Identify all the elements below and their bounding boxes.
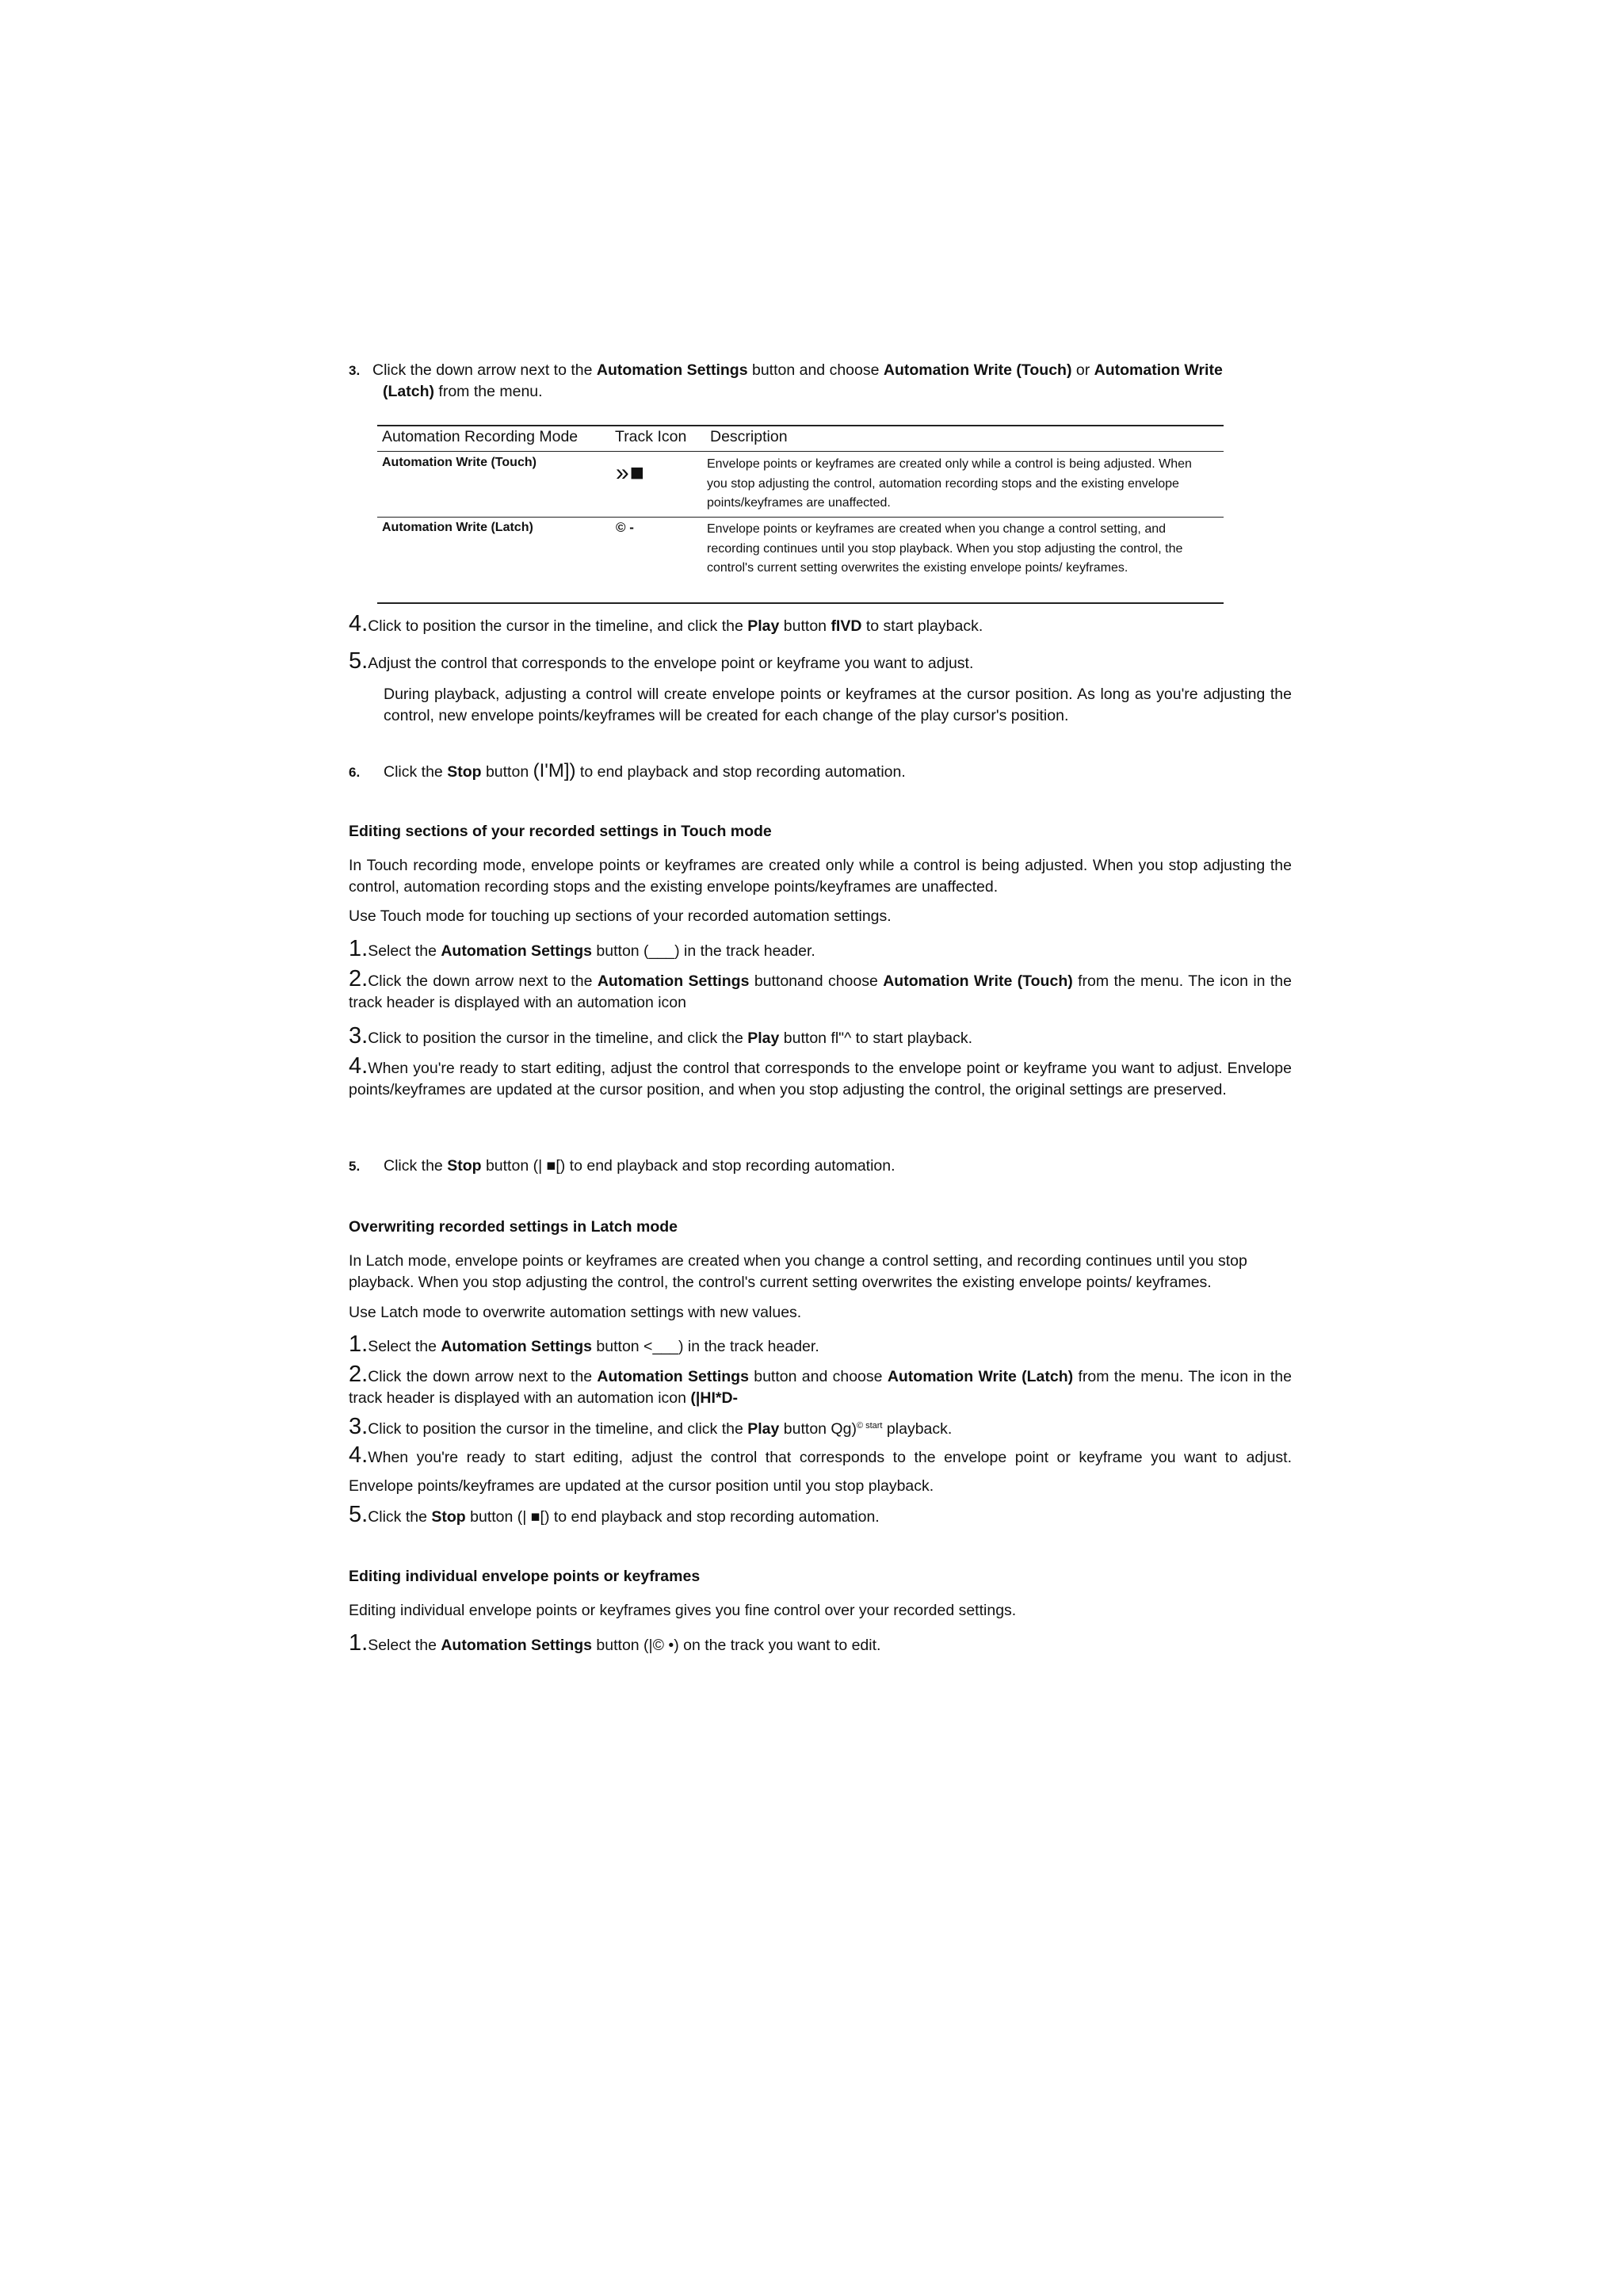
column-header-mode: Automation Recording Mode xyxy=(382,428,579,445)
step-6: 6. Click the Stop button (I'M]) to end playback and stop recording automation. xyxy=(349,760,906,781)
step-number: 1. xyxy=(349,1331,369,1357)
latch-step-4-continued: Envelope points/keyframes are updated at the cursor position until you stop playback. xyxy=(349,1477,934,1495)
individual-heading: Editing individual envelope points or keyframes xyxy=(349,1568,701,1585)
step-number: 3. xyxy=(349,363,361,378)
step-number: 3. xyxy=(349,1023,369,1049)
step-number: 4. xyxy=(349,1053,369,1079)
step-number: 4. xyxy=(349,1442,369,1468)
step-number: 5. xyxy=(349,1159,361,1174)
step-4: 4.Click to position the cursor in the timeline, and click the Play button fIVD to start playback. xyxy=(349,611,983,636)
step-number: 5. xyxy=(349,648,369,674)
step-5-note: During playback, adjusting a control will create envelope points or keyframes at the cursor position. As long as you're adjusting the control, new envelope points/keyframes will be created for each change of the play cursor's position. xyxy=(384,686,1292,724)
touch-step-5: 5. Click the Stop button (| ■[) to end playback and stop recording automation. xyxy=(349,1156,1292,1177)
step-number: 3. xyxy=(349,1414,369,1439)
latch-step-1: 1.Select the Automation Settings button <___) in the track header. xyxy=(349,1331,819,1357)
latch-paragraph-2: Use Latch mode to overwrite automation settings with new values. xyxy=(349,1304,802,1321)
touch-paragraph-1: In Touch recording mode, envelope points or keyframes are created only while a control is being adjusted. When you stop adjusting the control, automation recording stops and the existing envelope points/keyframes are unaffected. xyxy=(349,857,1292,896)
touch-paragraph-2: Use Touch mode for touching up sections of your recorded automation settings. xyxy=(349,907,892,925)
stop-icon: (I'M]) xyxy=(533,760,576,781)
latch-mode-heading: Overwriting recorded settings in Latch mode xyxy=(349,1218,678,1236)
latch-track-icon: © - xyxy=(616,520,634,535)
step-3: 3. Click the down arrow next to the Automation Settings button and choose Automation Write (Touch) or Automation Write (Latch) from the menu. xyxy=(349,361,1223,400)
latch-step-5: 5.Click the Stop button (| ■[) to end playback and stop recording automation. xyxy=(349,1502,880,1527)
table-header-rule xyxy=(377,451,1224,452)
step-number: 1. xyxy=(349,1630,369,1656)
individual-step-1: 1.Select the Automation Settings button (|© •) on the track you want to edit. xyxy=(349,1630,881,1656)
step-number: 5. xyxy=(349,1502,369,1527)
latch-step-3: 3.Click to position the cursor in the timeline, and click the Play button Qg)$^{© start}$ playback. xyxy=(349,1414,953,1439)
table-row-rule xyxy=(377,517,1224,518)
latch-paragraph-1: In Latch mode, envelope points or keyframes are created when you change a control setting, and recording continues until you stop playback. When you stop adjusting the control, the control's current setting overwrites the existing envelope points/ keyframes. xyxy=(349,1252,1247,1291)
step-number: 2. xyxy=(349,966,369,991)
document-page: 3. Click the down arrow next to the Automation Settings button and choose Automation Write (Touch) or Automation Write (Latch) from the menu. Automation Recording Mode Track Icon Description Automation Write (Touch) »■ Envelope points or keyframes are created only while a control is being adjusted. When you stop adjusting the control, automation recording stops and the existing envelope points/keyframes are unaffected. Automation Write (Latch) © - Envelope points or keyframes are created when you change a control setting, and recording continues until you stop playback. When you stop adjusting the control, the control's current setting overwrites the existing envelope points/ keyframes. 4.Click to position the cursor in the timeline, and click the Play button fIVD to start playback. 5.Adjust the control that corresponds to the envelope point or keyframe you want to adjust. During playback, adjusting a control will create envelope points or keyframes at the cursor position. As long as you're adjusting the control, new envelope points/keyframes will be created for each change of the play cursor's position. 6. Click the Stop button (I'M]) to end playback and stop recording automation. Editing sections of your recorded settings in Touch mode In Touch recording mode, envelope points or keyframes are created only while a control is being adjusted. When you stop adjusting the control, automation recording stops and the existing envelope points/keyframes are unaffected. Use Touch mode for touching up sections of your recorded automation settings. 1.Select the Automation Settings button (___) in the track header. 2.Click the down arrow next to the Automation Settings buttonand choose Automation Write (Touch) from the menu. The icon in the track header is displayed with an automation icon 3.Click to position the cursor in the timeline, and click the Play button fl"^ to start playback. 4.When you're ready to start editing, adjust the control that corresponds to the envelope point or keyframe you want to adjust. Envelope points/keyframes are updated at the cursor position, and when you stop adjusting the control, the original settings are preserved. 5. Click the Stop button (| ■[) to end playback and stop recording automation. Overwriting recorded settings in Latch mode In Latch mode, envelope points or keyframes are created when you change a control setting, and recording continues until you stop playback. When you stop adjusting the control, the control's current setting overwrites the existing envelope points/ keyframes. Use Latch mode to overwrite automation settings with new values. 1.Select the Automation Settings button <___) in the track header. 2.Click the down arrow next to the Automation Settings button and choose Automation Write (Latch) from the menu. The icon in the track header is displayed with an automation icon (|HI*D- 3.Click to position the cursor in the timeline, and click the Play button Qg)$^{© start}$ playback. 4.When you're ready to start editing, adjust the control that corresponds to the envelope point or keyframe you want to adjust. Envelope points/keyframes are updated at the cursor position until you stop playback. 5.Click the Stop button (| ■[) to end playback and stop recording automation. Editing individual envelope points or keyframes Editing individual envelope points or keyframes gives you fine control over your recorded settings. 1.Select the Automation Settings button (|© •) on the track you want to edit. xyxy=(349,361,1292,1656)
table-bottom-rule xyxy=(377,602,1224,604)
step-number: 6. xyxy=(349,765,361,780)
touch-step-3: 3.Click to position the cursor in the timeline, and click the Play button fl"^ to start playback. xyxy=(349,1023,973,1049)
column-header-description: Description xyxy=(710,428,788,445)
column-header-icon: Track Icon xyxy=(615,428,687,445)
step-number: 2. xyxy=(349,1362,369,1387)
latch-step-4: 4.When you're ready to start editing, adjust the control that corresponds to the envelope point or keyframe you want to adjust. xyxy=(349,1442,1292,1468)
step-number: 4. xyxy=(349,611,369,636)
step-number: 1. xyxy=(349,936,369,961)
touch-step-4: 4.When you're ready to start editing, adjust the control that corresponds to the envelope point or keyframe you want to adjust. Envelope points/keyframes are updated at the cursor position, and when you stop adjusting the control, the original settings are preserved. xyxy=(349,1053,1292,1098)
latch-step-2: 2.Click the down arrow next to the Automation Settings button and choose Automation Write (Latch) from the menu. The icon in the track header is displayed with an automation icon (|HI*D- xyxy=(349,1362,1292,1407)
touch-mode-heading: Editing sections of your recorded settings in Touch mode xyxy=(349,823,772,840)
touch-step-1: 1.Select the Automation Settings button (___) in the track header. xyxy=(349,936,815,961)
touch-track-icon: »■ xyxy=(616,460,645,486)
individual-paragraph-1: Editing individual envelope points or keyframes gives you fine control over your recorded settings. xyxy=(349,1602,1017,1619)
step-5: 5.Adjust the control that corresponds to the envelope point or keyframe you want to adjust. xyxy=(349,648,974,674)
touch-step-2: 2.Click the down arrow next to the Automation Settings buttonand choose Automation Write (Touch) from the menu. The icon in the track header is displayed with an automation icon xyxy=(349,966,1292,1011)
